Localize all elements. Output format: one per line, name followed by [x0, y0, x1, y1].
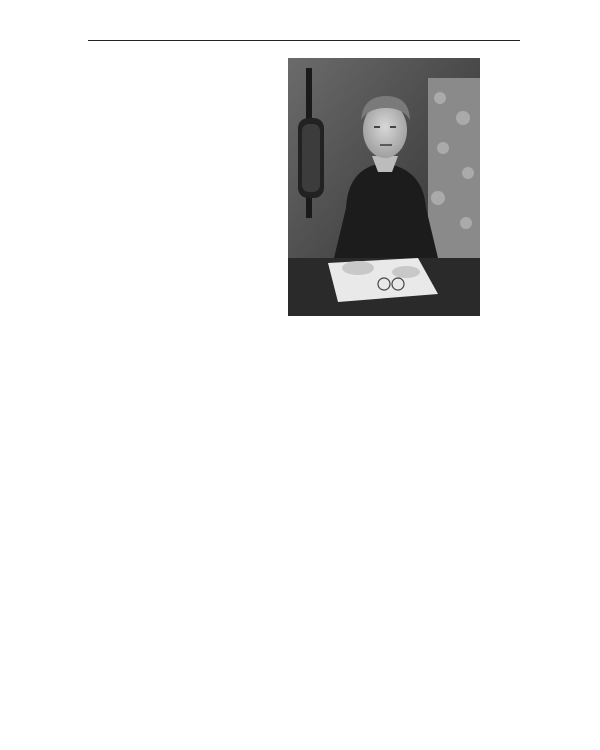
portrait-illustration [288, 58, 480, 316]
portrait-photo [288, 58, 480, 316]
header-rule [88, 40, 520, 41]
